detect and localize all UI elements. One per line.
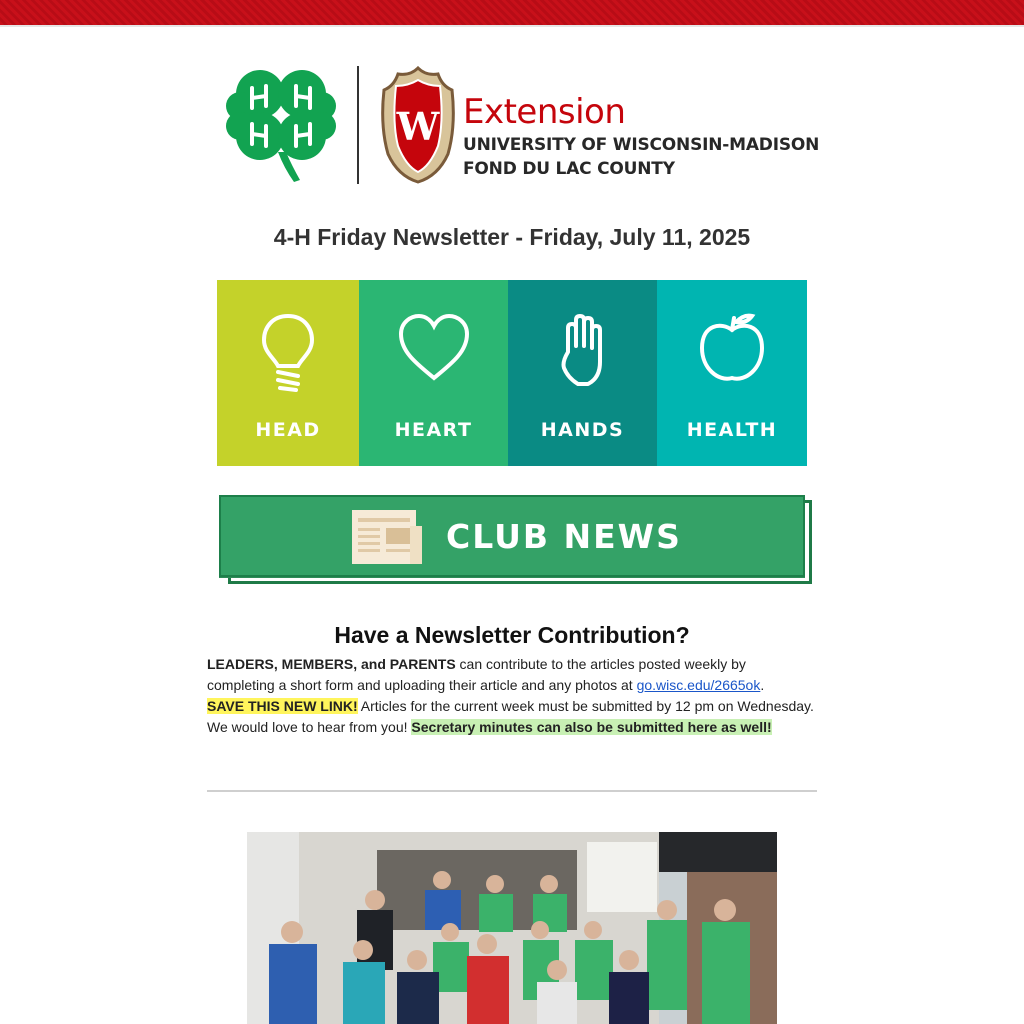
club-news-label: CLUB NEWS: [446, 517, 682, 556]
pillar-health: [657, 280, 807, 466]
uw-crest-logo: [380, 66, 456, 184]
extension-wordmark: Extension: [463, 92, 626, 132]
section-divider: [207, 790, 817, 792]
logo-divider: [357, 66, 359, 184]
hand-icon: [558, 312, 608, 388]
club-group-photo: [247, 832, 777, 1024]
contribution-paragraph: [207, 654, 817, 738]
top-banner-border: [0, 25, 1024, 27]
save-link-highlight: SAVE THIS NEW LINK!: [207, 698, 358, 714]
contribution-text-2: .: [760, 677, 765, 693]
pillar-heart-label: HEART: [394, 419, 473, 441]
submission-link[interactable]: go.wisc.edu/2665ok: [636, 677, 761, 693]
apple-icon: [698, 312, 766, 384]
four-h-clover-logo: [222, 64, 340, 184]
secretary-highlight: Secretary minutes can also be submitted here as well!: [411, 719, 772, 735]
contribution-text-1: can contribute to the articles posted weekly by completing a short form and uploading their article and any photos at: [207, 656, 746, 693]
newspaper-icon: [352, 510, 422, 564]
pillar-head: [217, 280, 359, 466]
lightbulb-icon: [258, 312, 318, 392]
four-h-pillars-banner: [217, 280, 807, 466]
contribution-text-3: Articles for the current week must be submitted by 12 pm on Wednesday. We would love to hear from you!: [207, 698, 814, 735]
pillar-hands: [508, 280, 657, 466]
audience-text: LEADERS, MEMBERS, and PARENTS: [207, 656, 456, 672]
university-name: UNIVERSITY OF WISCONSIN-MADISON: [463, 135, 820, 155]
contribution-heading: Have a Newsletter Contribution?: [334, 622, 690, 648]
svg-text:W: W: [396, 104, 440, 149]
county-name: FOND DU LAC COUNTY: [463, 159, 675, 179]
pillar-hands-label: HANDS: [540, 419, 625, 441]
heart-icon: [397, 312, 471, 382]
newsletter-title: 4-H Friday Newsletter - Friday, July 11, 2025: [273, 224, 751, 250]
pillar-heart: [359, 280, 508, 466]
top-banner-stripe: [0, 0, 1024, 25]
pillar-head-label: HEAD: [255, 419, 321, 441]
pillar-health-label: HEALTH: [686, 419, 778, 441]
group-photo-illustration: [247, 832, 777, 1024]
